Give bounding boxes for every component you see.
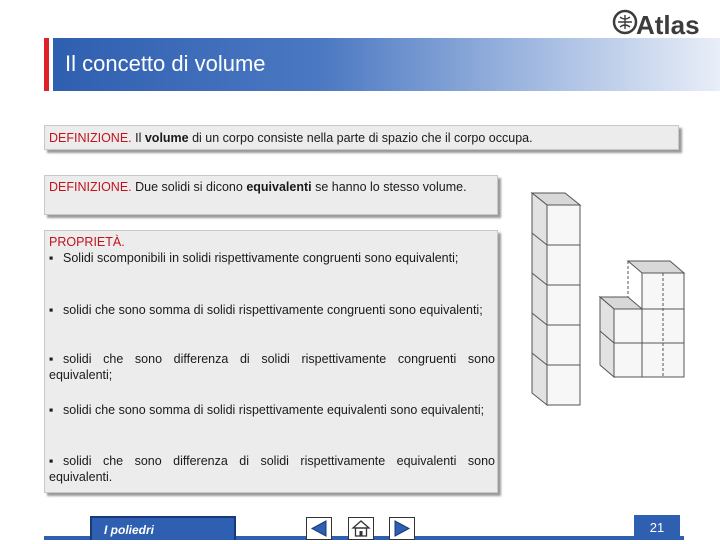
definition-equivalent-box — [44, 175, 498, 215]
definition-text: Due solidi si dicono — [131, 180, 247, 194]
bullet-icon: ▪ — [49, 303, 54, 317]
page-title: Il concetto di volume — [65, 51, 266, 76]
section-tab[interactable] — [90, 516, 236, 540]
property-text: solidi che sono differenza di solidi rispettivamente congruenti sono equivalenti; — [49, 352, 495, 382]
bullet-icon: ▪ — [49, 403, 54, 417]
bullet-icon: ▪ — [49, 454, 54, 468]
next-button[interactable] — [389, 517, 415, 540]
definition-volume-box — [44, 125, 679, 150]
bullet-icon: ▪ — [49, 251, 54, 265]
property-text: solidi che sono somma di solidi rispettivamente congruenti sono equivalenti; — [63, 303, 483, 317]
prev-button[interactable] — [306, 517, 332, 540]
definition-text: di un corpo consiste nella parte di spazio che il corpo occupa. — [188, 131, 533, 145]
section-tab-label: I poliedri — [104, 523, 155, 537]
property-text: solidi che sono somma di solidi rispettivamente equivalenti sono equivalenti; — [63, 403, 485, 417]
property-item — [49, 250, 495, 266]
atlas-logo — [612, 5, 704, 37]
title-banner — [53, 38, 720, 91]
page-number: 21 — [634, 515, 680, 540]
property-item — [49, 453, 495, 485]
title-accent-bar — [44, 38, 49, 91]
property-item — [49, 302, 495, 318]
definition-text: Il — [131, 131, 145, 145]
definition-label: DEFINIZIONE. — [49, 180, 132, 194]
property-text: Solidi scomponibili in solidi rispettivamente congruenti sono equivalenti; — [63, 251, 459, 265]
bullet-icon: ▪ — [49, 352, 54, 366]
home-icon — [349, 518, 373, 539]
triangle-left-icon — [307, 518, 331, 539]
definition-text: se hanno lo stesso volume. — [311, 180, 467, 194]
svg-text:Atlas: Atlas — [636, 10, 700, 37]
stacked-cubes-illustration — [520, 185, 702, 415]
triangle-right-icon — [390, 518, 414, 539]
properties-box — [44, 230, 498, 493]
property-text: solidi che sono differenza di solidi rispettivamente equivalenti sono equivalenti. — [49, 454, 495, 484]
property-item — [49, 402, 495, 418]
definition-label: DEFINIZIONE. — [49, 131, 132, 145]
definition-keyword: equivalenti — [246, 180, 312, 194]
properties-label: PROPRIETÀ. — [49, 235, 125, 249]
definition-keyword: volume — [144, 131, 189, 145]
home-button[interactable] — [348, 517, 374, 540]
property-item — [49, 351, 495, 383]
